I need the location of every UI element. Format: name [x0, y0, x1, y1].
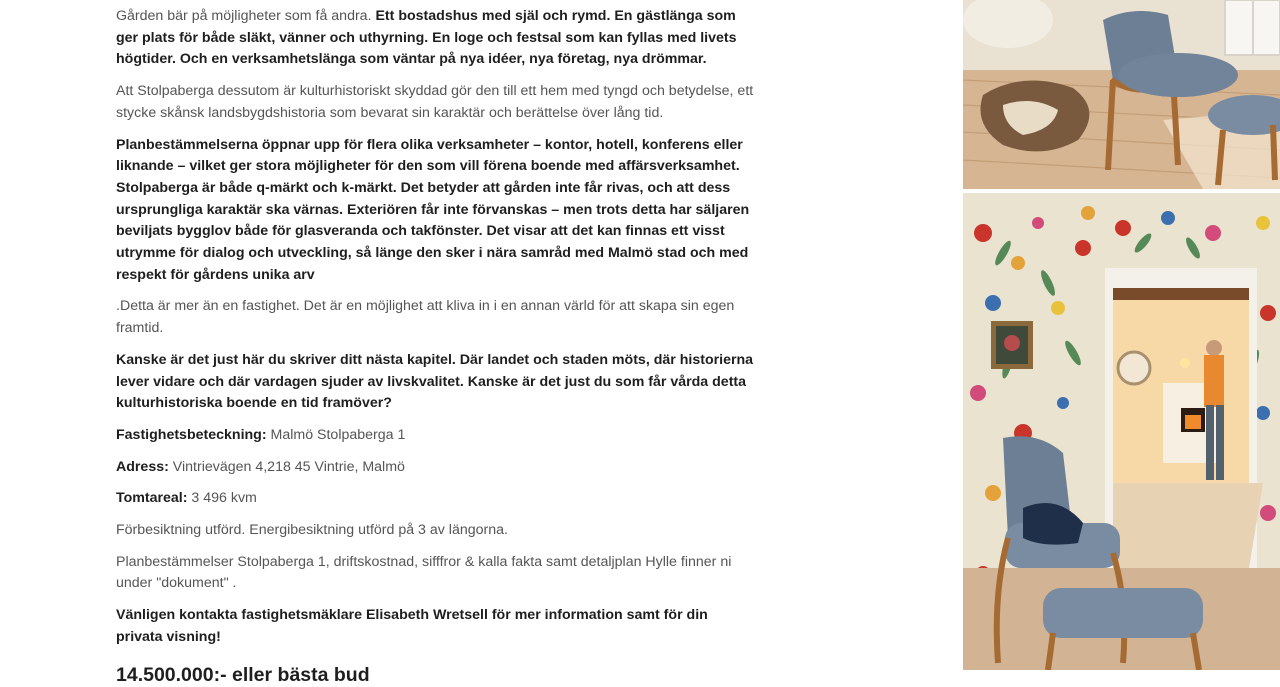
intro-bold-text: Ett bostadshus med själ och rymd. En gästlänga som ger plats för både släkt, vänner och uthyrning. En loge och festsal som kan fyllas med livets högtider. Och en verksamhetslänga som väntar på nya idéer, nya företag, nya drömmar.: [116, 8, 737, 68]
floral-wallpaper-fireplace-photo[interactable]: [963, 193, 1280, 670]
interior-chairs-image: [963, 0, 1280, 189]
address-row: [116, 457, 756, 479]
designation-row: [116, 425, 756, 447]
price-heading: 14.500.000:- eller bästa bud: [116, 663, 370, 686]
designation-value: Malmö Stolpaberga 1: [266, 426, 406, 443]
area-label: Tomtareal:: [116, 490, 188, 507]
intro-light-text: Gården bär på möjligheter som få andra.: [116, 8, 372, 24]
area-value: 3 496 kvm: [187, 490, 257, 507]
area-row: [116, 488, 756, 510]
documents-note: Planbestämmelser Stolpaberga 1, driftskostnad, sifffror & kalla fakta samt detaljplan Hylle finner ni under "dokument" .: [116, 553, 732, 592]
planning-paragraph: Planbestämmelserna öppnar upp för flera olika verksamheter – kontor, hotell, konferens eller liknande – vilket ger stora möjligheter för den som vill förena boende med affärsverksamhet. Stolpaberga är både q-märkt och k-märkt. Det betyder att gården inte får rivas, och att dess ursprungliga karaktär ska värnas. Exteriören får inte förvanskas – men trots detta har säljaren beviljats bygglov både för glasveranda och takfönster. Det visar att det kan finnas ett visst utrymme för dialog och utveckling, så länge den sker i nära samråd med Malmö stad och med respekt för gårdens unika arv: [116, 136, 750, 283]
chapter-paragraph: Kanske är det just här du skriver ditt nästa kapitel. Där landet och staden möts, där historierna lever vidare och där vardagen sjuder av livskvalitet. Kanske är det just du som får vårda detta kulturhistoriska boende en tid framöver?: [116, 351, 754, 412]
intro-paragraph: [116, 6, 756, 71]
designation-label: Fastighetsbeteckning:: [116, 426, 267, 443]
interior-chairs-photo[interactable]: [963, 0, 1280, 189]
floral-room-image: [963, 193, 1280, 670]
heritage-paragraph: Att Stolpaberga dessutom är kulturhistoriskt skyddad gör den till ett hem med tyngd och betydelse, ett stycke skånsk landsbygdshistoria som bevarat sin karaktär och berättelse över lång tid.: [116, 83, 754, 121]
address-label: Adress:: [116, 458, 169, 475]
listing-description: [116, 6, 756, 687]
inspection-note: Förbesiktning utförd. Energibesiktning utförd på 3 av längorna.: [116, 522, 508, 539]
address-value: Vintrievägen 4,218 45 Vintrie, Malmö: [168, 458, 405, 475]
contact-paragraph: Vänligen kontakta fastighetsmäklare Elisabeth Wretsell för mer information samt för din privata visning!: [116, 607, 708, 645]
opportunity-paragraph: .Detta är mer än en fastighet. Det är en möjlighet att kliva in i en annan värld för att skapa sin egen framtid.: [116, 298, 735, 337]
